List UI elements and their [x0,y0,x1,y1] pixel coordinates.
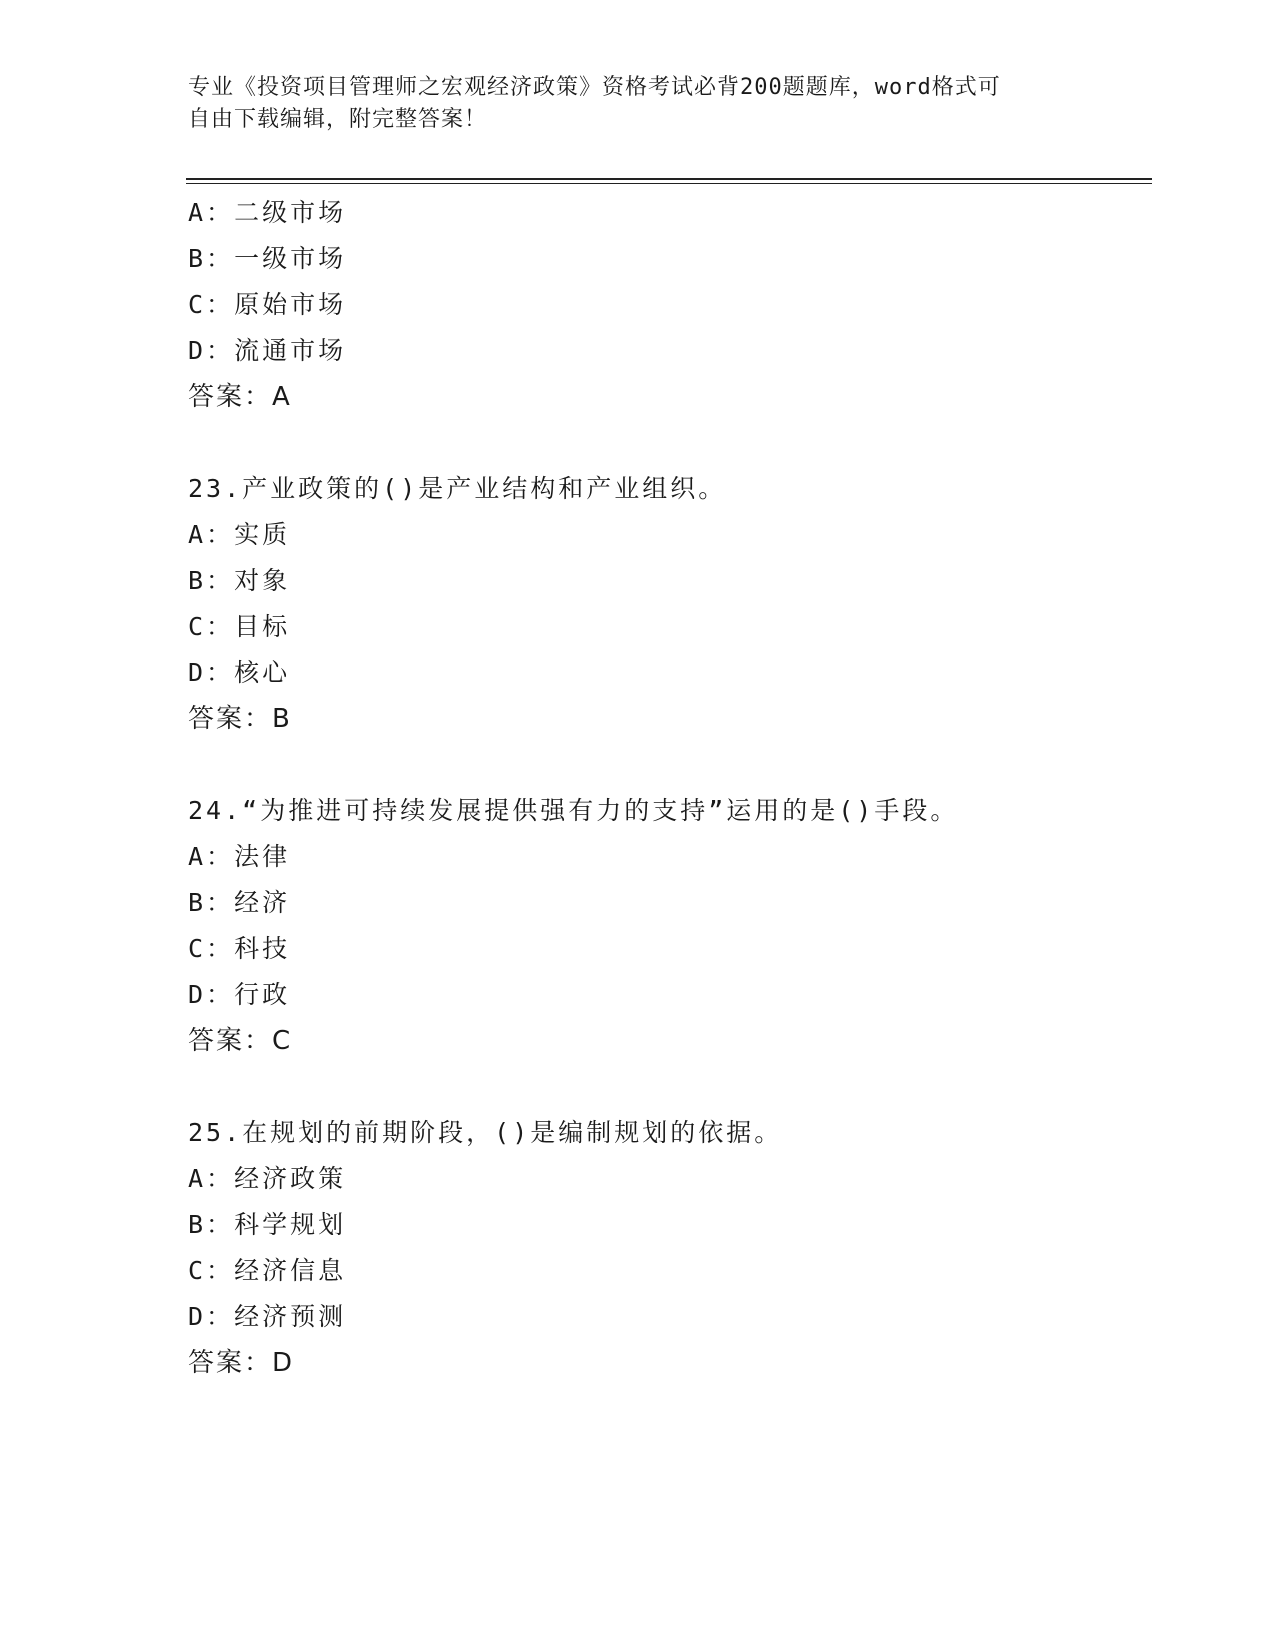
option-b: B：经济 [188,888,291,917]
header-divider-thick [186,178,1152,180]
question-list [188,190,1148,1386]
header-line-1: 专业《投资项目管理师之宏观经济政策》资格考试必背200题题库，word格式可 [188,75,1001,100]
option-a: A：实质 [188,520,291,549]
option-a: A：二级市场 [188,198,347,227]
option-c: C：原始市场 [188,290,347,319]
question-25 [188,1110,1148,1386]
question-stem: 23.产业政策的()是产业结构和产业组织。 [188,474,727,503]
answer-line: 答案：C [188,1026,293,1056]
option-c: C：经济信息 [188,1256,347,1285]
question-24 [188,788,1148,1064]
answer-line: 答案：B [188,704,292,734]
spacer [188,420,1148,466]
option-d: D：核心 [188,658,291,687]
document-header [188,72,1088,136]
question-23 [188,466,1148,742]
option-a: A：法律 [188,842,291,871]
option-b: B：科学规划 [188,1210,347,1239]
header-divider-thin [186,183,1152,184]
spacer [188,1064,1148,1110]
option-a: A：经济政策 [188,1164,347,1193]
spacer [188,742,1148,788]
answer-line: 答案：A [188,382,292,412]
option-d: D：流通市场 [188,336,347,365]
option-d: D：经济预测 [188,1302,347,1331]
option-b: B：对象 [188,566,291,595]
option-c: C：科技 [188,934,291,963]
option-b: B：一级市场 [188,244,347,273]
header-line-2: 自由下载编辑，附完整答案！ [188,107,488,132]
question-22-continued [188,190,1148,420]
option-c: C：目标 [188,612,291,641]
question-stem: 25.在规划的前期阶段，()是编制规划的依据。 [188,1118,783,1147]
answer-line: 答案：D [188,1348,295,1378]
option-d: D：行政 [188,980,291,1009]
question-stem: 24.“为推进可持续发展提供强有力的支持”运用的是()手段。 [188,796,959,825]
